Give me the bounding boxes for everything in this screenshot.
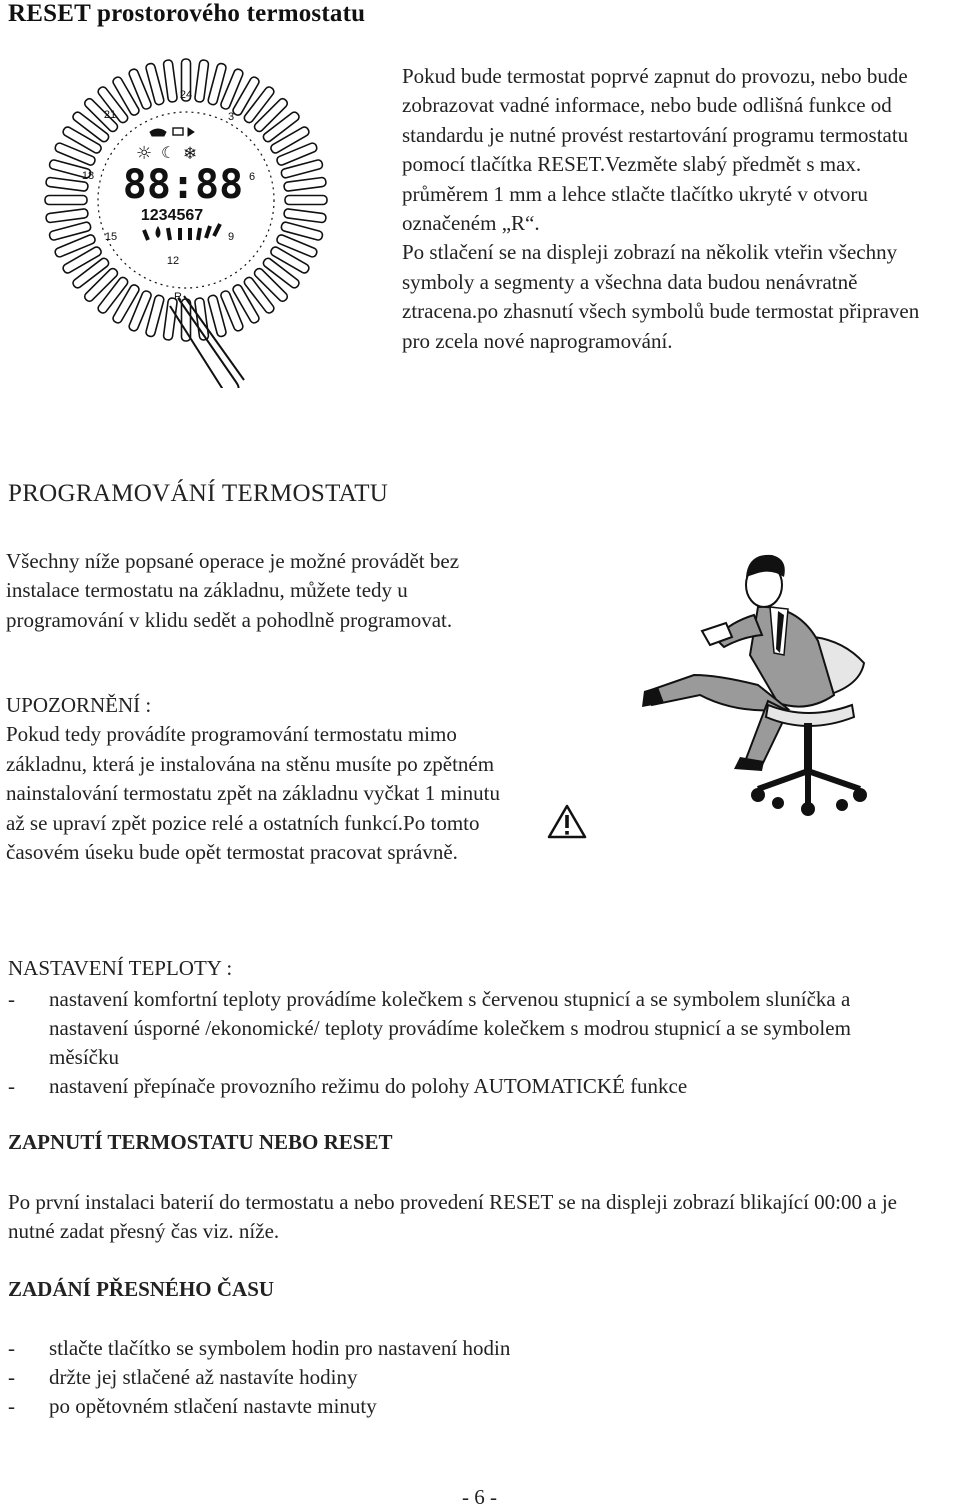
dial-segment bbox=[163, 298, 177, 341]
programming-heading: PROGRAMOVÁNÍ TERMOSTATU bbox=[8, 480, 389, 507]
hour-label-3: 3 bbox=[227, 111, 235, 123]
dial-segment bbox=[194, 60, 208, 103]
reset-paragraph-1: Pokud bude termostat poprvé zapnut do provozu, nebo bude zobrazovat vadné informace, nebo bude odlišná funkce od standardu je nutné provést restartování programu termostatu pomocí tlačítka RESET.Vezměte slabý předmět s max. průměrem 1 mm a lehce stlačte tlačítko ukryté v otvoru označeném „R“. bbox=[402, 64, 909, 236]
reset-mark: R bbox=[174, 291, 182, 303]
seated-man-reading-icon bbox=[638, 545, 893, 835]
dial-segment bbox=[46, 208, 89, 222]
page-number: - 6 - bbox=[462, 1485, 497, 1509]
dial-segment bbox=[284, 177, 327, 191]
hour-label-21: 21 bbox=[103, 109, 117, 121]
hour-label-9: 9 bbox=[227, 231, 235, 243]
warning-triangle-icon bbox=[547, 804, 587, 840]
programming-intro: Všechny níže popsané operace je možné provádět bez instalace termostatu na základnu, můžete tedy u programování v klidu sedět a pohodlně programovat. bbox=[6, 549, 460, 632]
hour-label-24: 24 bbox=[179, 89, 193, 101]
temperature-heading: NASTAVENÍ TEPLOTY : bbox=[8, 956, 233, 980]
dial-segment bbox=[284, 208, 327, 222]
reset-paragraph-2: Po stlačení se na displeji zobrazí na několik vteřin všechny symboly a segmenty a všechna data budou nenávratně ztracena.po zhasnutí všech symbolů bude termostat připraven pro zcela nové naprogramování. bbox=[402, 240, 920, 353]
list-item: - po opětovném stlačení nastavte minuty bbox=[8, 1394, 377, 1418]
page-title: RESET prostorového termostatu bbox=[8, 0, 366, 27]
list-item: - nastavení komfortní teploty provádíme kolečkem s červenou stupnicí a se symbolem sluníčka a nastavení úsporné /ekonomické/ teploty provádíme kolečkem s modrou stupnicí a se symbolem měsíčku bbox=[8, 987, 851, 1069]
warning-text: Pokud tedy provádíte programování termostatu mimo základnu, která je instalována na stěnu musíte po zpětném nainstalování termostatu zpět na základnu vyčkat 1 minutu až se upraví zpět pozice relé a ostatních funkcí.Po tomto časovém úseku bude opět termostat pracovat správně. bbox=[6, 722, 500, 865]
hour-label-6: 6 bbox=[248, 171, 256, 183]
list-item: - stlačte tlačítko se symbolem hodin pro nastavení hodin bbox=[8, 1336, 511, 1360]
time-list bbox=[8, 1334, 908, 1421]
dial-segment bbox=[45, 196, 87, 205]
list-item: - nastavení přepínače provozního režimu do polohy AUTOMATICKÉ funkce bbox=[8, 1074, 688, 1098]
lcd-digits: 88:88 bbox=[122, 162, 244, 208]
hour-label-12: 12 bbox=[166, 255, 180, 267]
temperature-list bbox=[8, 985, 908, 1101]
power-on-heading: ZAPNUTÍ TERMOSTATU NEBO RESET bbox=[8, 1130, 393, 1154]
hour-label-18: 18 bbox=[81, 170, 95, 182]
time-heading: ZADÁNÍ PŘESNÉHO ČASU bbox=[8, 1277, 275, 1301]
dial-segment bbox=[163, 60, 177, 103]
day-digits: 1234567 bbox=[140, 207, 204, 224]
snowflake-symbol-icon: ❄ bbox=[183, 144, 198, 164]
list-item: - držte jej stlačené až nastavíte hodiny bbox=[8, 1365, 358, 1389]
moon-symbol-icon: ☾ bbox=[161, 143, 176, 162]
warning-heading: UPOZORNĚNÍ : bbox=[6, 693, 152, 717]
dial-segment bbox=[285, 196, 327, 205]
sun-symbol-icon: ☼ bbox=[136, 143, 153, 164]
thermostat-dial-icon bbox=[38, 48, 328, 388]
power-on-text: Po první instalaci baterií do termostatu a nebo provedení RESET se na displeji zobrazí blikající 00:00 a je nutné zadat přesný čas viz. níže. bbox=[8, 1190, 897, 1244]
hour-label-15: 15 bbox=[104, 231, 118, 243]
